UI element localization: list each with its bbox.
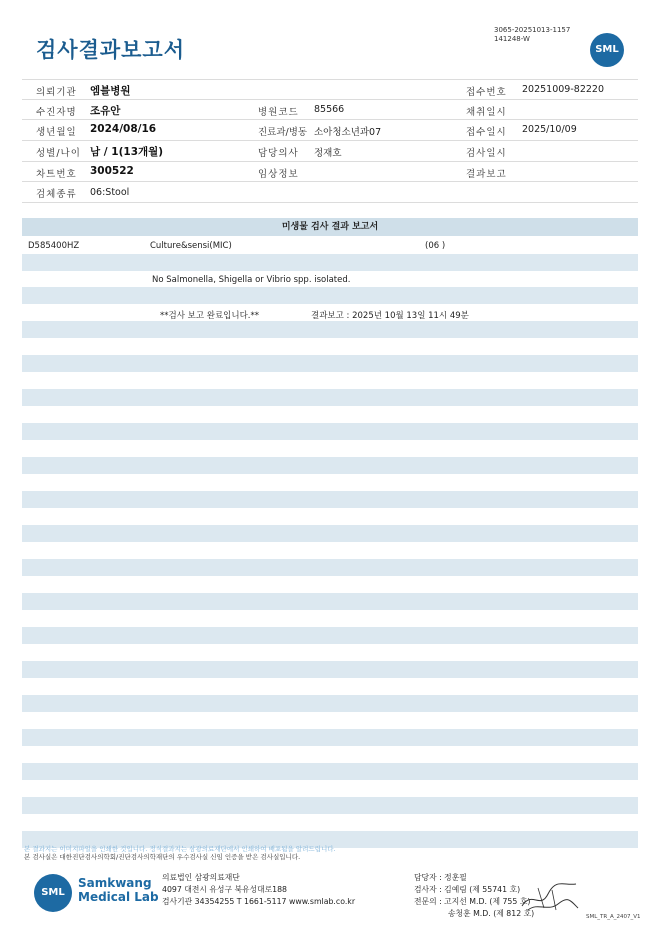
row-band <box>22 559 638 576</box>
test-date-label: 검사일시 <box>466 148 507 159</box>
sex-age-label: 성별/나이 <box>36 148 81 159</box>
organization-info <box>162 872 355 908</box>
specimen-label: 검체종류 <box>36 189 77 200</box>
document-id-line1: 3065-20251013-1157 <box>494 26 571 34</box>
image-notice: 본 결과지는 이미지파일을 인쇄한 것입니다. 정식결과지는 삼광의료재단에서 인쇄하여 배포됨을 알려드립니다. <box>24 845 336 853</box>
row-band <box>22 457 638 474</box>
org-contact: 검사기관 34354255 T 1661-5117 www.smlab.co.kr <box>162 897 356 906</box>
sml-logo-icon: SML <box>34 874 72 912</box>
row-band <box>22 763 638 780</box>
divider <box>22 161 638 162</box>
signatories <box>414 872 534 920</box>
row-band <box>22 797 638 814</box>
hospital-value: 엠블병원 <box>90 85 131 97</box>
result-section-title: 미생물 검사 결과 보고서 <box>22 218 638 236</box>
receipt-date-value: 2025/10/09 <box>522 124 577 135</box>
accreditation-notice: 본 검사실은 대한진단검사의학회/진단검사의학재단의 우수검사실 신임 인증을 받은 검사실입니다. <box>24 853 301 861</box>
brand-line1: Samkwang <box>78 876 152 890</box>
signatory-specialist-1: 전문의 : 고지선 M.D. (제 755 호) <box>414 897 531 906</box>
specimen-code: (06 ) <box>425 241 446 251</box>
sml-logo-icon: SML <box>590 33 624 67</box>
report-time: 결과보고 : 2025년 10월 13일 11시 49분 <box>311 311 469 321</box>
document-id-line2: 141248-W <box>494 35 530 43</box>
test-name: Culture&sensi(MIC) <box>150 241 232 251</box>
row-band <box>22 729 638 746</box>
row-band <box>22 695 638 712</box>
report-title: 검사결과보고서 <box>36 38 186 62</box>
row-band <box>22 423 638 440</box>
org-name: 의료법인 삼광의료재단 <box>162 873 240 882</box>
form-code: SML_TR_A_2407_V1 <box>586 914 641 920</box>
divider <box>22 202 638 203</box>
row-band <box>22 491 638 508</box>
org-address: 4097 대전시 유성구 북유성대로188 <box>162 885 288 894</box>
row-band <box>22 389 638 406</box>
dept-value: 소아청소년과07 <box>314 127 382 138</box>
hosp-code-label: 병원코드 <box>258 107 299 118</box>
divider <box>22 181 638 182</box>
row-band <box>22 593 638 610</box>
row-band <box>22 627 638 644</box>
specimen-value: 06:Stool <box>90 187 130 198</box>
handwritten-signature <box>518 880 580 914</box>
sex-age-value: 남 / 1(13개월) <box>90 146 164 158</box>
row-band <box>22 525 638 542</box>
name-label: 수진자명 <box>36 107 77 118</box>
dept-label: 진료과/병동 <box>258 127 308 138</box>
brand-name <box>78 876 159 904</box>
row-band <box>22 254 638 271</box>
divider <box>22 119 638 120</box>
receipt-date-label: 접수일시 <box>466 127 507 138</box>
row-band <box>22 661 638 678</box>
signatory-tester: 검사자 : 김예림 (제 55741 호) <box>414 885 521 894</box>
row-band <box>22 287 638 304</box>
result-finding: No Salmonella, Shigella or Vibrio spp. isolated. <box>152 275 351 285</box>
brand-line2: Medical Lab <box>78 890 159 904</box>
birth-label: 생년월일 <box>36 127 77 138</box>
chart-no-value: 300522 <box>90 165 134 177</box>
report-label: 결과보고 <box>466 169 507 180</box>
document-id <box>494 26 570 44</box>
collect-date-label: 채취일시 <box>466 107 507 118</box>
divider <box>22 140 638 141</box>
chart-no-label: 차트번호 <box>36 169 77 180</box>
clinical-label: 임상정보 <box>258 169 299 180</box>
test-code: D585400HZ <box>28 241 80 251</box>
signatory-specialist-2: 송청훈 M.D. (제 812 호) <box>448 909 535 918</box>
row-band <box>22 355 638 372</box>
name-value: 조유안 <box>90 105 121 117</box>
hospital-label: 의뢰기관 <box>36 87 77 98</box>
signatory-manager: 담당자 : 정훈필 <box>414 873 467 882</box>
receipt-no-value: 20251009-82220 <box>522 84 605 95</box>
divider <box>22 99 638 100</box>
report-complete-note: **검사 보고 완료입니다.** <box>160 311 260 321</box>
divider <box>22 79 638 80</box>
hosp-code-value: 85566 <box>314 104 345 115</box>
row-band <box>22 321 638 338</box>
receipt-no-label: 접수번호 <box>466 87 507 98</box>
doctor-label: 담당의사 <box>258 148 299 159</box>
doctor-value: 정재호 <box>314 148 342 159</box>
birth-value: 2024/08/16 <box>90 123 157 135</box>
